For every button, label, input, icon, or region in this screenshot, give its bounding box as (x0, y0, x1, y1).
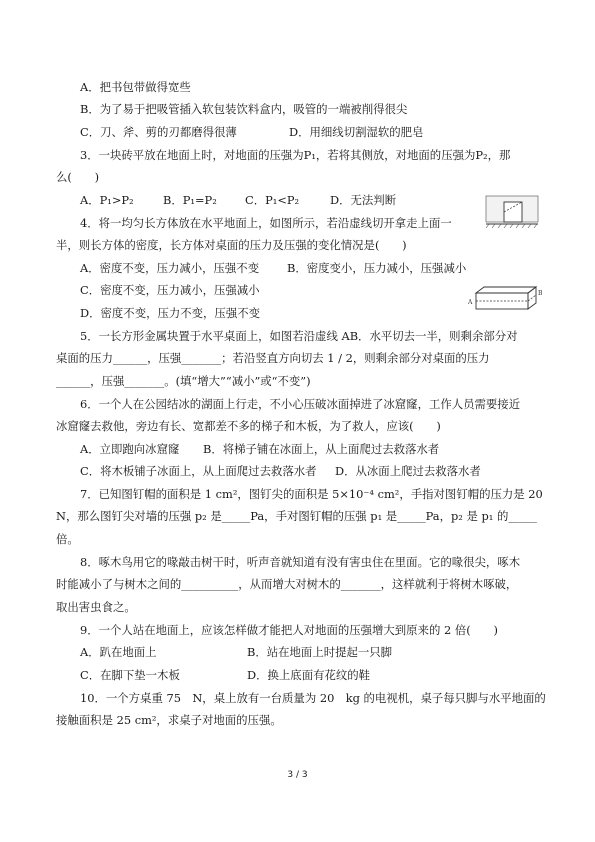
q3-option-a: A．P₁>P₂ (80, 193, 134, 207)
q3-stem-line1: 3．一块砖平放在地面上时，对地面的压强为P₁，若将其侧放，对地面的压强为P₂，那 (80, 148, 511, 162)
q2-option-c: C．刀、斧、剪的刃都磨得很薄 (80, 125, 237, 139)
q4-stem-line2: 半，则长方体的密度，长方体对桌面的压力及压强的变化情况是( ) (56, 238, 407, 252)
q4-option-b: B．密度变小，压力减小，压强减小 (287, 261, 467, 275)
page-number: 3 / 3 (287, 770, 308, 780)
q5-stem-line3: ______，压强_______。(填“增大”“减小”或“不变”) (56, 374, 311, 388)
q10-stem-line2: 接触面积是 25 cm²，求桌子对地面的压强。 (56, 713, 282, 727)
q7-stem-line3: 倍。 (56, 532, 79, 546)
q7-stem-line2: N，那么图钉尖对墙的压强 p₂ 是_____Pa，手对图钉帽的压强 p₁ 是_____Pa，p₂ 是 p₁ 的_____ (56, 509, 537, 523)
q5-stem-line2: 桌面的压力______，压强_______；若沿竖直方向切去 1 / 2，则剩余部分对桌面的压力 (56, 351, 490, 365)
q7-stem-line1: 7．已知图钉帽的面积是 1 cm²，图钉尖的面积是 5×10⁻⁴ cm²，手指对图钉帽的压力是 20 (80, 487, 543, 501)
q2-option-d: D．用细线切割湿软的肥皂 (289, 125, 424, 139)
q9-option-d: D．换上底面有花纹的鞋 (247, 668, 371, 682)
q5-figure (468, 283, 544, 313)
q2-option-a: A．把书包带做得宽些 (80, 80, 191, 94)
q8-stem-line1: 8．啄木鸟用它的喙敲击树干时，听声音就知道有没有害虫住在里面。它的喙很尖，啄木 (80, 555, 521, 569)
q4-figure (484, 194, 540, 228)
q3-stem-line2: 么( ) (56, 170, 100, 184)
q6-stem-line2: 冰窟窿去救他，旁边有长、宽都差不多的梯子和木板，为了救人，应该( ) (56, 419, 441, 433)
q3-option-c: C．P₁<P₂ (245, 193, 300, 207)
q9-option-c: C．在脚下垫一木板 (80, 668, 180, 682)
q6-stem-line1: 6．一个人在公园结冰的湖面上行走，不小心压破冰面掉进了冰窟窿，工作人员需要接近 (80, 397, 521, 411)
q8-stem-line2: 时能减小了与树木之间的__________，从而增大对树木的_______，这样就利于将树木啄破， (56, 577, 518, 591)
q6-option-b: B．将梯子铺在冰面上，从上面爬过去救落水者 (203, 442, 440, 456)
figure-label-b: B (538, 290, 543, 297)
q4-option-a: A．密度不变，压力减小，压强不变 (80, 261, 260, 275)
q6-option-c: C．将木板铺子冰面上，从上面爬过去救落水者 (80, 464, 317, 478)
q5-stem-line1: 5．一长方形金属块置于水平桌面上，如图若沿虚线 AB．水平切去一半，则剩余部分对 (80, 329, 518, 343)
q9-option-b: B．站在地面上时提起一只脚 (247, 645, 393, 659)
q6-option-d: D．从冰面上爬过去救落水者 (335, 464, 481, 478)
q9-option-a: A．趴在地面上 (80, 645, 157, 659)
q3-option-d: D．无法判断 (330, 193, 397, 207)
q10-stem-line1: 10．一个方桌重 75 N，桌上放有一台质量为 20 kg 的电视机，桌子每只脚与水平地面的 (80, 691, 546, 705)
q4-option-c: C．密度不变，压力减小，压强减小 (80, 283, 260, 297)
q2-option-b: B．为了易于把吸管插入软包装饮料盒内，吸管的一端被削得很尖 (80, 102, 408, 116)
q4-stem-line1: 4．将一均匀长方体放在水平地面上，如图所示，若沿虚线切开拿走上面一 (80, 216, 452, 230)
q6-option-a: A．立即跑向冰窟窿 (80, 442, 180, 456)
figure-label-a: A (468, 299, 473, 306)
q9-stem: 9．一个人站在地面上，应该怎样做才能把人对地面的压强增大到原来的 2 倍( ) (80, 623, 498, 637)
q8-stem-line3: 取出害虫食之。 (56, 600, 136, 614)
q3-option-b: B．P₁=P₂ (163, 193, 217, 207)
q4-option-d: D．密度不变，压力不变，压强不变 (80, 306, 260, 320)
